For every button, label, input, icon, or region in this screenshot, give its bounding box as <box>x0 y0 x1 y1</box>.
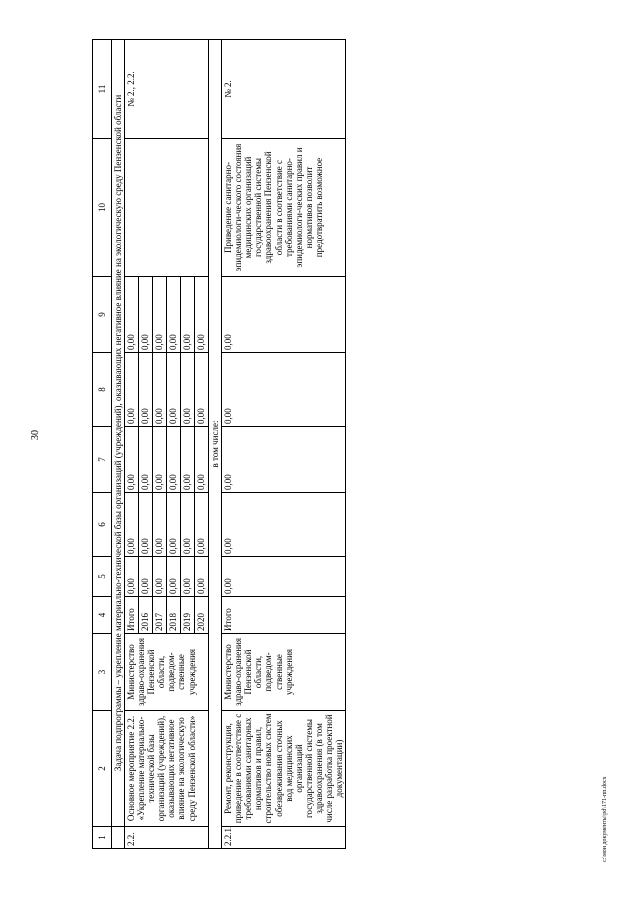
col-header: 1 <box>93 827 112 849</box>
col-header: 4 <box>93 597 112 634</box>
value-col-7: 0,00 0,00 0,00 0,00 0,00 0,00 <box>125 427 209 493</box>
indicator-ref: № 2. <box>222 40 346 139</box>
value-cell: 0,00 <box>222 493 346 557</box>
col-header: 5 <box>93 557 112 597</box>
executor: Министерство здраво-охранения Пензенской области, подведом-ственные учреждения <box>125 634 209 711</box>
task-row <box>112 40 125 849</box>
year-list: Итого 2016 2017 2018 2019 2020 <box>125 597 209 634</box>
year-cell: Итого <box>222 597 346 634</box>
header-row <box>93 40 112 849</box>
table-row <box>125 40 209 849</box>
value-cell: 0,00 <box>222 427 346 493</box>
measure-name: Основное мероприятие 2.2. «Укрепление материально-технической базы организаций (учреждений), оказывающих негативное влияние на экологическую среду Пензенской области» <box>125 711 209 827</box>
value-cell: 0,00 <box>222 557 346 597</box>
table-row <box>222 40 346 849</box>
col-header: 7 <box>93 427 112 493</box>
rotated-table-container <box>92 40 592 849</box>
subheader-row <box>209 40 222 849</box>
value-col-6: 0,00 0,00 0,00 0,00 0,00 0,00 <box>125 493 209 557</box>
col-header: 6 <box>93 493 112 557</box>
value-col-5: 0,00 0,00 0,00 0,00 0,00 0,00 <box>125 557 209 597</box>
row-number: 2.2. <box>125 827 209 849</box>
col-header: 3 <box>93 634 112 711</box>
page-number: 30 <box>30 430 41 440</box>
col-header: 2 <box>93 711 112 827</box>
executor: Министерство здраво-охранения Пензенской области, подведом-ственные учреждения <box>222 634 346 711</box>
value-cell: 0,00 <box>222 277 346 353</box>
col-header: 11 <box>93 40 112 139</box>
expected-result <box>125 139 209 277</box>
task-text: Задача подпрограммы – укрепление материально-технической базы организаций (учреждений), оказывающих негативное влияние на экологическую среду Пензенской области <box>112 40 125 827</box>
value-col-9: 0,00 0,00 0,00 0,00 0,00 0,00 <box>125 277 209 353</box>
value-col-8: 0,00 0,00 0,00 0,00 0,00 0,00 <box>125 353 209 427</box>
col-header: 8 <box>93 353 112 427</box>
value-cell: 0,00 <box>222 353 346 427</box>
measure-name: Ремонт, реконструкция, приведение в соответствие с требованиями санитарных нормативов и правил, строительство новых систем обезвреживания сточных вод медицинских организаций государственной системы здравоохранения (в том числе разработка проектной документации) <box>222 711 346 827</box>
col-header: 9 <box>93 277 112 353</box>
subheader-text: в том числе: <box>209 40 222 849</box>
col-header: 10 <box>93 139 112 277</box>
program-table <box>92 39 346 849</box>
expected-result: Приведение санитарно-эпидемиологи-ческого состояния медицинских организаций государственной системы здравоохранения Пензенской области в соответствие с требованиями санитарно-эпидемиологи-ческих правил и нормативов позволит предотвратить возможное <box>222 139 346 277</box>
indicator-ref: № 2., 2.2. <box>125 40 209 139</box>
row-number: 2.2.1. <box>222 827 346 849</box>
footer-file-path: c:\мои документы\pd\171-пп.docx <box>602 776 608 862</box>
